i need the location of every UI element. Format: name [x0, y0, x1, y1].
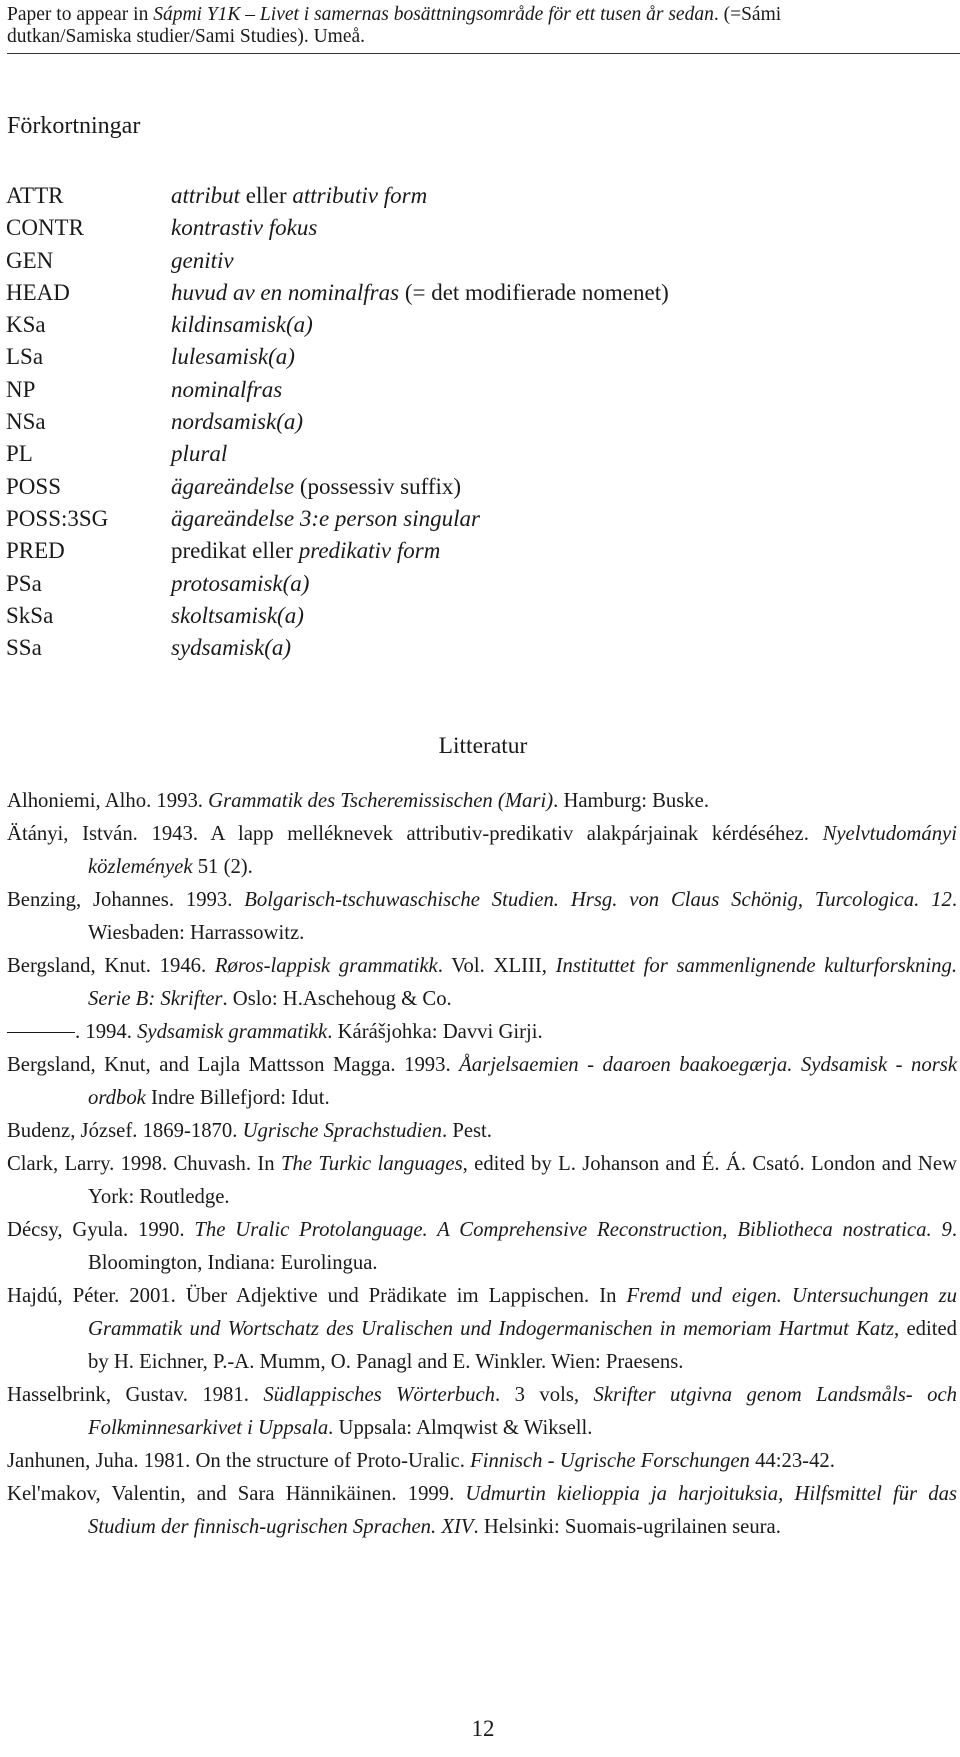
abbreviation-term: POSS:3SG	[6, 505, 109, 531]
repeated-author-dash	[7, 1032, 75, 1033]
abbreviation-definition	[171, 503, 480, 535]
reference-entry	[7, 950, 957, 1016]
reference-title: Instituttet for sammenlignende kulturforskning. Serie B: Skrifter	[88, 955, 957, 1010]
abbreviations-list	[6, 180, 906, 664]
abbreviation-definition	[171, 341, 295, 373]
reference-entry	[7, 818, 957, 884]
definition-plain: eller	[240, 183, 293, 208]
reference-text: . Kárášjohka: Davvi Girji.	[327, 1021, 543, 1043]
definition-italic: nominalfras	[171, 376, 283, 402]
reference-entry	[7, 785, 957, 818]
abbreviation-definition	[171, 632, 291, 664]
abbreviation-term: HEAD	[6, 279, 70, 305]
paper-header	[7, 4, 957, 48]
reference-title: Grammatik des Tscheremissischen (Mari)	[208, 790, 554, 812]
reference-text: Hasselbrink, Gustav. 1981.	[7, 1384, 264, 1406]
reference-text: . Hamburg: Buske.	[553, 790, 710, 812]
reference-title: Sydsamisk grammatikk	[137, 1021, 328, 1043]
abbreviation-term: GEN	[6, 247, 54, 273]
abbreviation-definition	[171, 600, 304, 632]
reference-title: Bolgarisch-tschuwaschische Studien. Hrsg. von Claus Schönig, Turcologica. 12	[244, 889, 952, 911]
reference-text: Hajdú, Péter. 2001. Über Adjektive und Prädikate im Lappischen. In	[7, 1285, 627, 1307]
abbreviation-row	[6, 341, 906, 373]
definition-plain: (possessiv suffix)	[294, 473, 462, 499]
abbreviation-definition	[171, 438, 227, 470]
abbreviation-row	[6, 406, 906, 438]
abbreviation-definition	[171, 568, 309, 600]
abbreviation-row	[6, 535, 906, 567]
abbreviation-term: NP	[6, 376, 36, 402]
abbreviation-definition	[171, 212, 317, 244]
abbreviation-definition	[171, 245, 234, 277]
reference-title: Ugrische Sprachstudien	[242, 1120, 442, 1142]
reference-title: Røros-lappisk grammatikk	[214, 955, 438, 977]
abbreviation-row	[6, 245, 906, 277]
reference-text: . Uppsala: Almqwist & Wiksell.	[328, 1417, 593, 1439]
header-line-2: dutkan/Samiska studier/Sami Studies). Umeå.	[7, 26, 365, 47]
definition-plain: (= det modifierade nomenet)	[399, 279, 669, 305]
definition-italic: kildinsamisk(a)	[171, 312, 313, 338]
reference-entry	[7, 1148, 957, 1214]
reference-title: Skrifter utgivna genom Landsmåls- och Folkminnesarkivet i Uppsala	[88, 1384, 957, 1439]
reference-entry	[7, 1379, 957, 1445]
reference-text: , edited by H. Eichner, P.-A. Mumm, O. Panagl and E. Winkler. Wien: Praesens.	[88, 1318, 957, 1373]
abbreviation-term: NSa	[6, 409, 46, 435]
reference-entry	[7, 1214, 957, 1280]
abbreviation-term: LSa	[6, 344, 44, 370]
reference-entry	[7, 1445, 957, 1478]
definition-plain: predikat eller	[171, 538, 299, 564]
reference-text: Janhunen, Juha. 1981. On the structure of Proto-Uralic.	[7, 1450, 471, 1472]
reference-text: Clark, Larry. 1998. Chuvash. In	[7, 1153, 281, 1175]
reference-text: 44:23-42.	[749, 1450, 835, 1472]
abbreviation-definition	[171, 180, 427, 212]
definition-italic: plural	[171, 441, 228, 467]
definition-italic: sydsamisk(a)	[171, 635, 292, 661]
definition-italic: ägareändelse 3:e person singular	[171, 505, 480, 531]
abbreviation-definition	[171, 406, 303, 438]
reference-title: Finnisch - Ugrische Forschungen	[470, 1450, 750, 1472]
reference-text: . Helsinki: Suomais-ugrilainen seura.	[473, 1516, 781, 1538]
abbreviation-row	[6, 471, 906, 503]
abbreviation-term: PL	[6, 441, 33, 467]
reference-title: Åarjelsaemien - daaroen baakoegærja. Sydsamisk - norsk ordbok	[88, 1054, 957, 1109]
reference-text: . 1994.	[75, 1021, 138, 1043]
page-number: 12	[471, 1716, 495, 1741]
abbreviation-row	[6, 503, 906, 535]
header-suffix: . (=Sámi	[713, 4, 782, 25]
abbreviation-term: POSS	[6, 473, 61, 499]
abbreviation-definition	[171, 277, 669, 309]
abbreviation-row	[6, 568, 906, 600]
definition-italic: genitiv	[171, 247, 234, 273]
abbreviation-row	[6, 600, 906, 632]
abbreviation-term: SkSa	[6, 602, 54, 628]
reference-text: Bergsland, Knut. 1946.	[7, 955, 215, 977]
reference-text: . Wiesbaden: Harrassowitz.	[88, 889, 957, 944]
reference-title: The Turkic languages	[280, 1153, 463, 1175]
reference-text: Indre Billefjord: Idut.	[145, 1087, 330, 1109]
abbreviation-row	[6, 632, 906, 664]
reference-title: Fremd und eigen. Untersuchungen zu Grammatik und Wortschatz des Uralischen und Indogermanischen in memoriam Hartmut Katz	[88, 1285, 957, 1340]
definition-italic: nordsamisk(a)	[171, 409, 304, 435]
header-prefix: Paper to appear in	[7, 4, 154, 25]
reference-entry	[7, 1016, 957, 1049]
abbreviation-term: KSa	[6, 312, 46, 338]
reference-title: Udmurtin kielioppia ja harjoituksia, Hilfsmittel für das Studium der finnisch-ugrischen Sprachen. XIV	[88, 1483, 957, 1538]
reference-text: . 3 vols,	[494, 1384, 594, 1406]
reference-text: Bergsland, Knut, and Lajla Mattsson Magga. 1993.	[7, 1054, 460, 1076]
reference-entry	[7, 1049, 957, 1115]
abbreviation-definition	[171, 374, 282, 406]
reference-text: , edited by L. Johanson and É. Á. Csató. London and New York: Routledge.	[88, 1153, 957, 1208]
reference-text: Décsy, Gyula. 1990.	[7, 1219, 195, 1241]
definition-italic: predikativ form	[298, 538, 441, 564]
reference-title: Südlappisches Wörterbuch	[263, 1384, 495, 1406]
header-rule	[7, 53, 960, 54]
abbreviation-definition	[171, 471, 461, 503]
references-list	[7, 785, 957, 1544]
definition-italic: ägareändelse	[171, 473, 295, 499]
definition-italic: attributiv form	[292, 183, 428, 208]
definition-italic: kontrastiv fokus	[171, 215, 318, 241]
abbreviation-term: PRED	[6, 538, 65, 564]
literature-title: Litteratur	[438, 733, 528, 759]
reference-text: Ätányi, István. 1943. A lapp melléknevek attributiv-predikativ alakpárjainak kérdéséhez.	[7, 823, 823, 845]
header-line-1	[7, 4, 957, 26]
reference-text: Benzing, Johannes. 1993.	[7, 889, 245, 911]
reference-text: Budenz, József. 1869-1870.	[7, 1120, 243, 1142]
abbreviation-definition	[171, 309, 313, 341]
reference-entry	[7, 1478, 957, 1544]
abbreviation-row	[6, 438, 906, 470]
abbreviation-row	[6, 374, 906, 406]
reference-text: 51 (2).	[192, 856, 253, 878]
definition-italic: protosamisk(a)	[171, 570, 310, 596]
page-number-wrap	[0, 1716, 960, 1742]
reference-entry	[7, 884, 957, 950]
abbreviation-term: ATTR	[6, 183, 64, 208]
abbreviation-definition	[171, 535, 440, 567]
reference-text: . Bloomington, Indiana: Eurolingua.	[88, 1219, 958, 1274]
definition-italic: attribut	[171, 183, 241, 208]
reference-entry	[7, 1115, 957, 1148]
abbreviation-term: CONTR	[6, 215, 84, 241]
abbreviation-row	[6, 309, 906, 341]
definition-italic: lulesamisk(a)	[171, 344, 295, 370]
reference-text: . Pest.	[441, 1120, 492, 1142]
reference-entry	[7, 1280, 957, 1379]
reference-text: Alhoniemi, Alho. 1993.	[7, 790, 209, 812]
abbreviation-row	[6, 180, 906, 212]
definition-italic: skoltsamisk(a)	[171, 602, 304, 628]
reference-text: Kel'makov, Valentin, and Sara Hännikäinen. 1999.	[7, 1483, 466, 1505]
reference-title: Nyelvtudományi közlemények	[88, 823, 957, 878]
literature-title-wrap	[0, 732, 960, 760]
abbreviation-row	[6, 277, 906, 309]
header-venue: Sápmi Y1K – Livet i samernas bosättningsområde för ett tusen år sedan	[153, 4, 714, 25]
reference-text: . Vol. XLIII,	[437, 955, 556, 977]
abbreviation-term: SSa	[6, 635, 42, 661]
abbreviation-term: PSa	[6, 570, 42, 596]
abbreviation-row	[6, 212, 906, 244]
abbreviations-title: Förkortningar	[7, 113, 141, 139]
definition-italic: huvud av en nominalfras	[171, 279, 400, 305]
reference-title: The Uralic Protolanguage. A Comprehensive Reconstruction, Bibliotheca nostratica. 9	[194, 1219, 952, 1241]
reference-text: . Oslo: H.Aschehoug & Co.	[222, 988, 452, 1010]
